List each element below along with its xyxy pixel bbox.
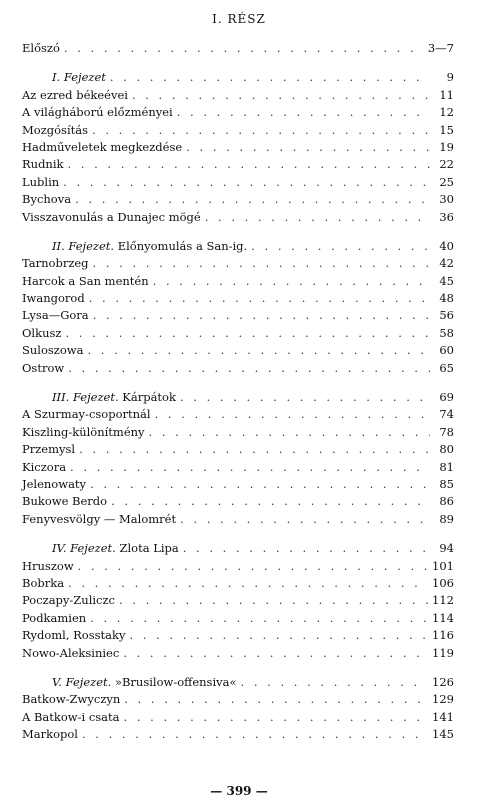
- toc-entry: [22, 424, 454, 441]
- toc-entry-label: Bobrka: [22, 575, 65, 590]
- toc-page-number: 3—7: [427, 41, 454, 55]
- dot-leader: [93, 307, 430, 324]
- toc-entry: [22, 156, 454, 173]
- toc-entry: [22, 476, 454, 493]
- toc-page-number: 22: [439, 157, 454, 172]
- toc-entry-label: Rudnik: [22, 157, 64, 172]
- toc-entry-label: A világháború előzményei: [22, 105, 173, 120]
- toc-page-number: 56: [439, 308, 454, 323]
- toc-entry-label: Hruszow: [22, 558, 74, 573]
- toc-entry: [22, 139, 454, 156]
- toc-entry: [22, 325, 454, 342]
- toc-entry: [22, 290, 454, 307]
- dot-leader: [78, 558, 428, 575]
- toc-page-number: 9: [446, 70, 454, 85]
- chapter-heading-1: [22, 69, 454, 86]
- dot-leader: [155, 406, 430, 423]
- dot-leader: [92, 122, 430, 139]
- dot-leader: [68, 360, 430, 377]
- toc-entry-label: Tarnobrzeg: [22, 256, 89, 271]
- dot-leader: [153, 273, 430, 290]
- chapter-subtitle: Zlota Lipa: [119, 541, 179, 556]
- toc-entry-label: Hadműveletek megkezdése: [22, 139, 183, 154]
- toc-entry-label: Batkow-Zwyczyn: [22, 692, 121, 707]
- dot-leader: [111, 493, 430, 510]
- toc-entry: [22, 459, 454, 476]
- toc-page-number: 80: [439, 442, 454, 457]
- dot-leader: [64, 40, 424, 57]
- toc-page-number: 119: [432, 645, 454, 660]
- toc-entry-label: Nowo-Aleksiniec: [22, 645, 120, 660]
- toc-entry-label: Olkusz: [22, 325, 62, 340]
- chapter-number: II. Fejezet.: [52, 238, 115, 253]
- table-of-contents: [22, 40, 454, 743]
- toc-entry-preface: [22, 40, 454, 57]
- toc-entry-label: Lublin: [22, 174, 60, 189]
- toc-entry: [22, 575, 454, 592]
- toc-entry-label: Lysa—Gora: [22, 308, 89, 323]
- toc-entry: [22, 342, 454, 359]
- dot-leader: [180, 389, 430, 406]
- chapter-subtitle: Kárpátok: [122, 390, 176, 405]
- dot-leader: [79, 441, 430, 458]
- dot-leader: [180, 511, 430, 528]
- toc-page-number: 85: [439, 476, 454, 491]
- dot-leader: [119, 592, 428, 609]
- toc-entry-label: Az ezred békeévei: [22, 87, 128, 102]
- toc-entry-label: Suloszowa: [22, 343, 84, 358]
- toc-page-number: 126: [432, 674, 454, 689]
- toc-page-number: 11: [439, 87, 454, 102]
- toc-entry-label: A Szurmay-csoportnál: [22, 407, 151, 422]
- toc-page-number: 141: [432, 709, 454, 724]
- toc-entry-label: Jelenowaty: [22, 476, 87, 491]
- chapter-heading-3: [22, 389, 454, 406]
- toc-page-number: 60: [439, 343, 454, 358]
- dot-leader: [241, 674, 429, 691]
- dot-leader: [132, 87, 430, 104]
- dot-leader: [186, 139, 430, 156]
- dot-leader: [183, 540, 430, 557]
- chapter-heading-2: [22, 238, 454, 255]
- toc-page-number: 40: [439, 238, 454, 253]
- dot-leader: [90, 476, 430, 493]
- dot-leader: [124, 709, 429, 726]
- toc-page-number: 25: [439, 174, 454, 189]
- toc-page-number: 36: [439, 209, 454, 224]
- toc-entry: [22, 558, 454, 575]
- toc-entry: [22, 87, 454, 104]
- toc-entry-label: Mozgósítás: [22, 122, 89, 137]
- chapter-subtitle: Előnyomulás a San-ig.: [117, 238, 248, 253]
- toc-entry: [22, 209, 454, 226]
- dot-leader: [177, 104, 430, 121]
- toc-entry: [22, 307, 454, 324]
- toc-entry: [22, 645, 454, 662]
- toc-entry: [22, 493, 454, 510]
- toc-entry-label: Poczapy-Zuliczc: [22, 593, 115, 608]
- toc-entry-label: A Batkow-i csata: [22, 709, 120, 724]
- toc-entry-label: Iwangorod: [22, 291, 85, 306]
- dot-leader: [251, 238, 430, 255]
- toc-entry: [22, 592, 454, 609]
- toc-entry-label: Kiszling-különítmény: [22, 424, 145, 439]
- dot-leader: [67, 156, 430, 173]
- toc-entry: [22, 610, 454, 627]
- dot-leader: [129, 627, 428, 644]
- toc-page-number: 116: [432, 628, 454, 643]
- toc-entry-label: Visszavonulás a Dunajec mögé: [22, 209, 201, 224]
- chapter-list: [22, 69, 454, 743]
- toc-entry: [22, 406, 454, 423]
- dot-leader: [75, 191, 430, 208]
- toc-entry: [22, 122, 454, 139]
- chapter-number: IV. Fejezet.: [52, 541, 116, 556]
- dot-leader: [68, 575, 428, 592]
- toc-page-number: 81: [439, 459, 454, 474]
- chapter-heading-4: [22, 540, 454, 557]
- toc-entry: [22, 726, 454, 743]
- dot-leader: [89, 290, 430, 307]
- toc-page-number: 94: [439, 541, 454, 556]
- dot-leader: [87, 342, 430, 359]
- toc-entry: [22, 441, 454, 458]
- toc-entry-label: Przemysl: [22, 442, 76, 457]
- toc-page-number: 30: [439, 192, 454, 207]
- toc-entry: [22, 709, 454, 726]
- toc-entry: [22, 691, 454, 708]
- toc-page-number: 89: [439, 511, 454, 526]
- toc-page-number: 65: [439, 360, 454, 375]
- dot-leader: [70, 459, 430, 476]
- dot-leader: [205, 209, 430, 226]
- toc-entry: [22, 511, 454, 528]
- chapter-number: I. Fejezet: [52, 70, 106, 85]
- toc-entry-label: Rydoml, Rosstaky: [22, 628, 126, 643]
- toc-entry-label: Markopol: [22, 727, 78, 742]
- dot-leader: [123, 645, 428, 662]
- toc-page-number: 112: [432, 593, 454, 608]
- toc-page-number: 58: [439, 325, 454, 340]
- toc-entry-label: Harcok a San mentén: [22, 273, 149, 288]
- dot-leader: [90, 610, 428, 627]
- toc-page-number: 101: [432, 558, 454, 573]
- dot-leader: [65, 325, 430, 342]
- dot-leader: [149, 424, 430, 441]
- toc-entry: [22, 104, 454, 121]
- dot-leader: [82, 726, 428, 743]
- toc-page-number: 86: [439, 494, 454, 509]
- toc-page-number: 48: [439, 291, 454, 306]
- dot-leader: [63, 174, 430, 191]
- toc-entry-label: Bukowe Berdo: [22, 494, 108, 509]
- toc-entry: [22, 255, 454, 272]
- toc-page-number: 106: [432, 575, 454, 590]
- toc-page-number: 69: [439, 390, 454, 405]
- toc-entry: [22, 174, 454, 191]
- toc-page-number: 74: [439, 407, 454, 422]
- dot-leader: [110, 69, 430, 86]
- toc-entry-label: Előszó: [22, 41, 60, 55]
- toc-page-number: 114: [432, 610, 454, 625]
- toc-entry: [22, 360, 454, 377]
- chapter-heading-5: [22, 674, 454, 691]
- toc-page-number: 145: [432, 727, 454, 742]
- toc-entry-label: Bychova: [22, 192, 72, 207]
- toc-page-number: 12: [439, 105, 454, 120]
- toc-page-number: 78: [439, 424, 454, 439]
- toc-entry: [22, 191, 454, 208]
- toc-entry-label: Kiczora: [22, 459, 67, 474]
- toc-entry-label: Podkamien: [22, 610, 87, 625]
- toc-entry: [22, 627, 454, 644]
- toc-page-number: 19: [439, 139, 454, 154]
- toc-page-number: 45: [439, 273, 454, 288]
- page-title: I. RÉSZ: [212, 12, 266, 26]
- toc-entry-label: Fenyvesvölgy — Malomrét: [22, 511, 177, 526]
- chapter-number: V. Fejezet.: [52, 674, 112, 689]
- chapter-number: III. Fejezet.: [52, 390, 119, 405]
- toc-page-number: 15: [439, 122, 454, 137]
- toc-page-number: 129: [432, 692, 454, 707]
- toc-entry-label: Ostrow: [22, 360, 65, 375]
- toc-page-number: 42: [439, 256, 454, 271]
- page-folio: — 399 —: [210, 784, 268, 798]
- dot-leader: [124, 691, 428, 708]
- toc-entry: [22, 273, 454, 290]
- chapter-subtitle: »Brusilow-offensiva«: [114, 674, 237, 689]
- dot-leader: [93, 255, 430, 272]
